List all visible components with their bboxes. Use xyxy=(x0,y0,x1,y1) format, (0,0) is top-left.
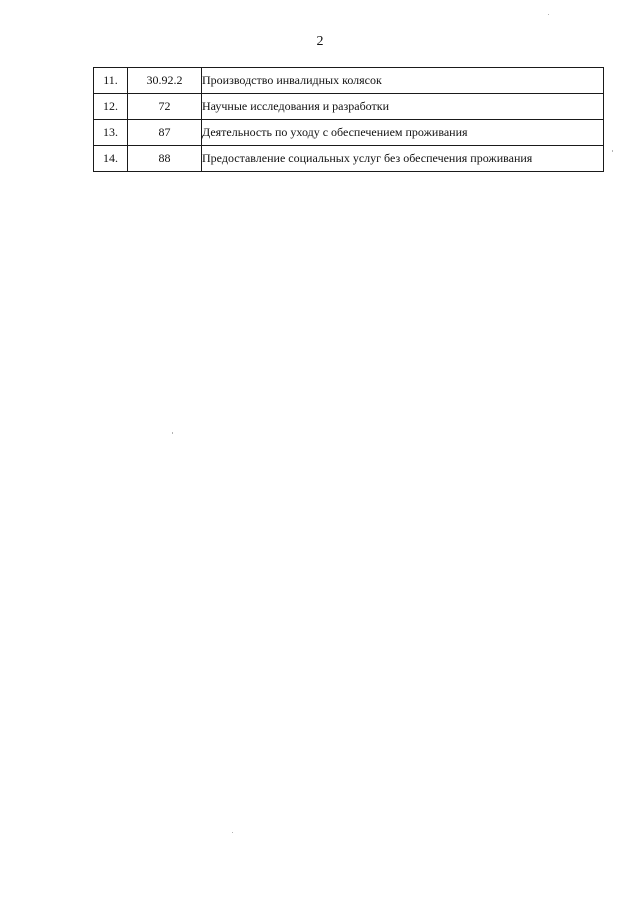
activity-code: 72 xyxy=(128,94,202,120)
activity-code: 30.92.2 xyxy=(128,68,202,94)
activity-description: Деятельность по уходу с обеспечением проживания xyxy=(202,120,604,146)
row-number: 14. xyxy=(94,146,128,172)
table-row xyxy=(94,94,604,120)
row-number: 11. xyxy=(94,68,128,94)
table-row xyxy=(94,146,604,172)
activity-description: Предоставление социальных услуг без обеспечения проживания xyxy=(202,146,604,172)
scan-speck xyxy=(548,14,549,15)
table-row xyxy=(94,68,604,94)
table-row xyxy=(94,120,604,146)
activity-description: Производство инвалидных колясок xyxy=(202,68,604,94)
scan-speck xyxy=(172,432,173,434)
row-number: 12. xyxy=(94,94,128,120)
activity-codes-table xyxy=(93,67,604,172)
activity-code: 87 xyxy=(128,120,202,146)
activity-code: 88 xyxy=(128,146,202,172)
row-number: 13. xyxy=(94,120,128,146)
scan-speck xyxy=(612,150,613,152)
activity-description: Научные исследования и разработки xyxy=(202,94,604,120)
scan-speck xyxy=(232,832,233,833)
page-number: 2 xyxy=(316,34,324,49)
